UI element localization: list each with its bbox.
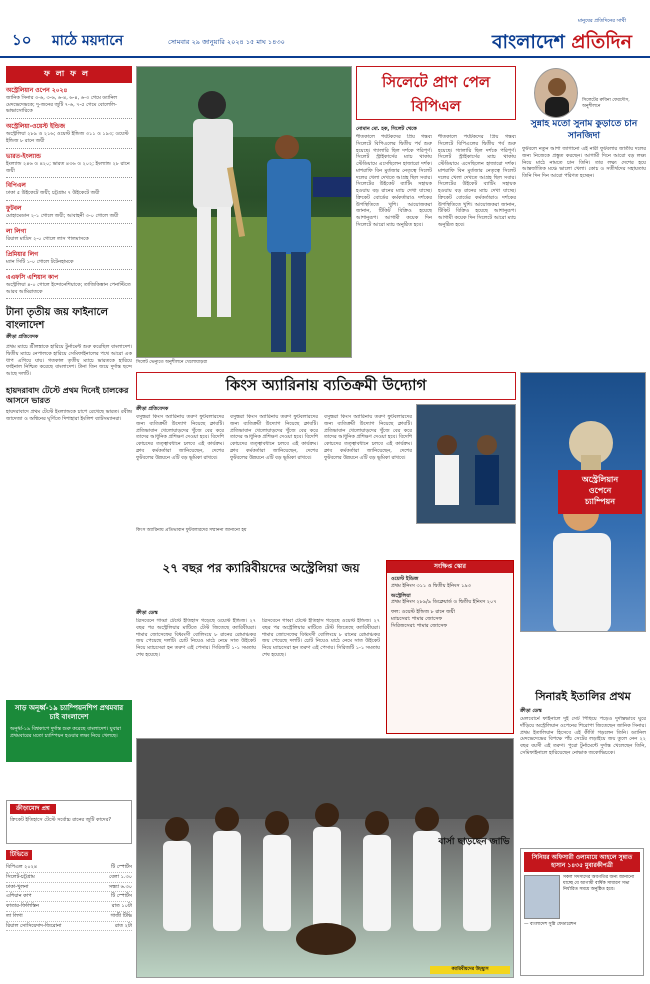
- u19-title: সাড় অনূর্ধ্ব-১৯ চ্যাম্পিয়নশিপ প্রথমবার চাই বাংলাদেশ: [14, 704, 124, 722]
- result-title: অস্ট্রেলিয়ান ওপেন ২০২৪: [6, 86, 68, 94]
- scoreboard-line: অস্ট্রেলিয়া: [391, 592, 411, 599]
- tv-channel: টি স্পোর্টস: [111, 864, 132, 871]
- tv-row: [6, 892, 132, 902]
- tv-heading-label: টিভিতে: [6, 850, 32, 860]
- brand-left: বাংলাদেশ: [491, 31, 565, 53]
- kings-arena-byline: ক্রীড়া প্রতিবেদক: [136, 406, 169, 412]
- result-item: [6, 274, 132, 300]
- result-item: [6, 228, 132, 247]
- profile-title: সুন্নাহ মতো সুনাম কুড়াতে চান সানজিদা: [530, 119, 638, 142]
- tv-row: [6, 883, 132, 893]
- result-body: ঢাকা ৫ উইকেটে জয়ী; চট্টগ্রাম ৭ উইকেটে জয়ী: [6, 190, 100, 197]
- section-title: মাঠে ময়দানে: [52, 33, 124, 49]
- tv-channel: টি স্পোর্টস: [111, 893, 132, 900]
- kings-arena-photo: [416, 404, 516, 524]
- kings-arena-illustration: [417, 405, 516, 524]
- sidebar-second-body: হায়দরাবাদে প্রথম টেস্টে ইংল্যান্ডকে চাপে রেখেছে ভারত। রবীন্দ্র জাদেজা ও অশ্বিনের ঘূর্ণিতে দিশাহারা ইংলিশ ব্যাটসম্যানরা।: [6, 408, 132, 422]
- tv-channel: রাত ১০টা: [111, 903, 132, 910]
- result-body: জানিক সিনার ৩-৬, ৩-৬, ৬-৪, ৬-৪, ৬-৩ গেমে ড্যানিল মেদভেদেভকে; দু-জনের জুটি ৭-৬, ৭-৫ গেমে বোলেলি-ভাভাসোরিকে: [6, 94, 118, 115]
- ad-heading: সিনিয়র অফিসারী ওলামায়ে আহলে সুন্নাত হাসান ১৪৩৫ মুবারকীপত্রী: [524, 852, 640, 872]
- result-body: রিয়াল মাদ্রিদ ২-০ গোলে লাস পালমাসকে: [6, 236, 89, 243]
- scoreboard-line: প্রথম ইনিংস ৩১১ ও দ্বিতীয় ইনিংস ১৯৩: [391, 582, 471, 589]
- dateline: সোমবার ২৯ জানুয়ারি ২০২৪ ১৫ মাঘ ১৪৩০: [168, 38, 285, 46]
- bpl-body-col2: শীতকালে পর্যটকদের প্রিয় গন্তব্য সিলেটে বিপিএলের দ্বিতীয় পর্ব শুরু হয়েছে। গ্যালারি ছিল দর্শকে পরিপূর্ণ। সিলেট স্ট্রাইকার্সের ম্যাচ থাকায় স্টেডিয়ামে এসেছিলেন হাজারো দর্শক। মাশরাফি বিন মুর্তজার নেতৃত্বে সিলেট দলের খেলা দেখতে আগ্রহ ছিল সবার। সিলেটের উইকেট ব্যাটিং সহায়ক হওয়ায় বড় রানের ম্যাচ দেখা যাচ্ছে। ক্রিকেট বোর্ডের কর্মকর্তারাও দর্শকের উপস্থিতিতে খুশি। আয়োজকরা জানান, টিকিট বিক্রিও হয়েছে আশানুরূপ। আগামী কয়েক দিন সিলেটে আরো ম্যাচ অনুষ্ঠিত হবে।: [438, 134, 516, 228]
- australia-body-col2: ব্রিসবেনে গাব্বা টেস্টে ইতিহাস গড়েছে ওয়েস্ট ইন্ডিজ। ২৭ বছর পর অস্ট্রেলিয়ার মাটিতে টেস্ট জিতেছে ক্যারিবীয়রা। শামার জোসেফের বিধ্বংসী বোলিংয়ে ৮ রানের রোমাঞ্চকর জয় পেয়েছে দলটি। চোট নিয়েও মাঠে নেমে সাত উইকেট নিয়ে ম্যাচসেরা হন তরুণ এই পেসার। সিরিজটি ১-১ সমতায় শেষ হয়েছে।: [262, 618, 380, 658]
- bpl-body-col1: শীতকালে পর্যটকদের প্রিয় গন্তব্য সিলেটে বিপিএলের দ্বিতীয় পর্ব শুরু হয়েছে। গ্যালারি ছিল দর্শকে পরিপূর্ণ। সিলেট স্ট্রাইকার্সের ম্যাচ থাকায় স্টেডিয়ামে এসেছিলেন হাজারো দর্শক। মাশরাফি বিন মুর্তজার নেতৃত্বে সিলেট দলের খেলা দেখতে আগ্রহ ছিল সবার। সিলেটের উইকেট ব্যাটিং সহায়ক হওয়ায় বড় রানের ম্যাচ দেখা যাচ্ছে। ক্রিকেট বোর্ডের কর্মকর্তারাও দর্শকের উপস্থিতিতে খুশি। আয়োজকরা জানান, টিকিট বিক্রিও হয়েছে আশানুরূপ। আগামী কয়েক দিন সিলেটে আরো ম্যাচ অনুষ্ঠিত হবে।: [356, 134, 432, 228]
- result-body: ম্যান সিটি ১-০ গোলে টটেনহামকে: [6, 258, 74, 265]
- kings-arena-caption: কিংস অ্যারিনায় প্রতিভাবান ফুটবলারদের সম্মাননা জানানো হয়: [136, 528, 247, 533]
- scoreboard-line: ওয়েস্ট ইন্ডিজ: [391, 576, 419, 583]
- ad-footer: — বাংলাদেশ সুন্নি ফেডারেশন: [524, 922, 577, 928]
- profile-name-line: সিলেটের রুবিনা ফেরদৌস, অনুশীলনে: [582, 98, 630, 110]
- advertisement: [520, 848, 644, 976]
- quiz-box: [6, 800, 132, 844]
- masthead-logo: [492, 30, 632, 56]
- result-title: লা লিগা: [6, 228, 27, 236]
- west-indies-photo: [136, 738, 514, 978]
- result-body: অস্ট্রেলিয়া ৪-০ গোলে ইন্দোনেশিয়াকে; তাজিকিস্তান পেনাল্টিতে আরব আমিরাতকে: [6, 281, 131, 295]
- tv-heading: [6, 850, 132, 860]
- result-title: ফুটবল: [6, 205, 22, 213]
- tennis-badge-line3: চ্যাম্পিয়ন: [584, 496, 615, 506]
- tv-program: রিয়াল সোসিয়েদাদ-জিরোনা: [6, 922, 62, 929]
- sidebar-story-body: প্রথম ম্যাচে শ্রীলঙ্কাকে হারিয়ে টুর্নামেন্ট শুরু করেছিল বাংলাদেশ। দ্বিতীয় ম্যাচে নেপালকে হারিয়ে সেমিফাইনালের পথে আরো এক ধাপ এগিয়ে যায়। গতকাল তৃতীয় ম্যাচে ভারতকে হারিয়ে ফাইনাল নিশ্চিত করেছে বাংলাদেশ। টানা তিন জয়ে দুর্দান্ত ছন্দে আছে দলটি।: [6, 344, 132, 378]
- u19-body: অনূর্ধ্ব-১৯ বিশ্বকাপে দুর্দান্ত শুরু করেছে বাংলাদেশ। যুবারা প্রথমবারের মতো চ্যাম্পিয়ন হওয়ার লক্ষ্য নিয়ে খেলছে।: [10, 725, 122, 739]
- tv-channel: গাজী টিভি: [110, 912, 132, 919]
- bpl-headline: সিলেটে প্রাণ পেল বিপিএল: [356, 66, 516, 120]
- tv-row: [6, 863, 132, 873]
- kings-arena-body-col1: বসুন্ধরা কিংস অ্যারিনায় তরুণ ফুটবলারদের জন্য ব্যতিক্রমী উদ্যোগ নিয়েছে ক্লাবটি। প্রতিভাবান খেলোয়াড়দের খুঁজে বের করে তাদের আধুনিক প্রশিক্ষণ দেওয়া হবে। বিদেশি কোচদের তত্ত্বাবধানে চলবে এই কার্যক্রম। ক্লাব কর্মকর্তারা জানিয়েছেন, দেশের ফুটবলের উন্নয়নে এটি বড় ভূমিকা রাখবে।: [136, 414, 224, 461]
- australia-byline: ক্রীড়া ডেস্ক: [136, 610, 158, 616]
- tv-listing: [6, 850, 132, 931]
- sidebar-second-title: হায়দরাবাদ টেস্টে প্রথম দিনেই চালকের আসনে ভারত: [6, 385, 129, 405]
- tv-channel: রাত ২টা: [115, 922, 132, 929]
- ad-inner: [524, 875, 640, 919]
- ad-body: সকল সদস্যদের অবগতির জন্য জানানো যাচ্ছে যে আগামী বার্ষিক সাধারণ সভা নির্ধারিত সময়ে অনুষ্ঠিত হবে।: [563, 875, 635, 893]
- quiz-body: ক্রিকেট ইতিহাসে টেস্টে সর্বোচ্চ রানের জুটি কাদের?: [10, 817, 111, 824]
- tennis-byline: ক্রীড়া ডেস্ক: [520, 708, 542, 714]
- brand-right: প্রতিদিন: [571, 31, 632, 53]
- bpl-photo-caption: সিলেট ভেন্যুতে অনুশীলনে খেলোয়াড়রা: [136, 360, 208, 365]
- tennis-badge-line2: ওপেনে: [588, 485, 612, 495]
- result-item: [6, 87, 132, 119]
- result-item: [6, 205, 132, 224]
- scoreboard-line: সিরিজসেরা: শামার জোসেফ: [391, 622, 448, 629]
- sidebar-story-byline: ক্রীড়া প্রতিবেদক: [6, 334, 39, 341]
- result-body: অস্ট্রেলিয়া ২৮৯ ও ২১৬; ওয়েস্ট ইন্ডিজ ৩১১ ও ১৯৩; ওয়েস্ট ইন্ডিজ ৮ রানে জয়ী: [6, 131, 129, 144]
- tv-program: এশিয়ান কাপ: [6, 893, 32, 900]
- tennis-body: মেলবোর্নে ফাইনালে দুই সেট পিছিয়ে পড়েও দুর্দান্তভাবে ঘুরে দাঁড়িয়ে অস্ট্রেলিয়ান ওপেনের শিরোপা জিতেছেন জানিক সিনার। প্রথম ইতালিয়ান হিসেবে এই কীর্তি গড়লেন তিনি। ড্যানিল মেদভেদেভের বিপক্ষে পাঁচ সেটের লড়াইয়ে জয় তুলে নেন ২২ বছর বয়সী এই তরুণ। পুরো টুর্নামেন্টে দুর্দান্ত খেলেছেন তিনি, সেমিফাইনালে হারিয়েছেন নোভাক জকোভিচকে।: [520, 716, 646, 756]
- result-title: বিপিএল: [6, 182, 26, 190]
- u19-box: [6, 700, 132, 762]
- tv-program: ঢাকা-খুলনা: [6, 883, 29, 890]
- masthead-tagline: মানুষের প্রতিদিনের সাথী: [577, 18, 626, 24]
- west-indies-caption: ক্যারিবীয়দের উচ্ছ্বাস: [430, 966, 510, 974]
- result-title: এএফসি এশিয়ান কাপ: [6, 273, 59, 281]
- results-heading: ফলাফল: [6, 66, 132, 83]
- tv-channel: বেলা ১.৩০: [109, 873, 132, 880]
- result-item: [6, 251, 132, 270]
- scoreboard-body: [387, 573, 513, 632]
- australia-headline: ২৭ বছর পর ক্যারিবীয়দের অস্ট্রেলিয়া জয়: [162, 561, 360, 575]
- result-title: অস্ট্রেলিয়া-ওয়েস্ট ইন্ডিজ: [6, 123, 65, 131]
- profile-body: ফুটবলে নতুন আশা জাগানো এই নারী ফুটবলার জাতীয় দলের জন্য নিজেকে প্রস্তুত করছেন। আগামী দিনে আরো বড় লক্ষ্য নিয়ে মাঠে নামতে চান তিনি। তার লক্ষ্য দেশের হয়ে আন্তর্জাতিক মঞ্চে ভালো খেলা। কোচ ও সতীর্থদের সহায়তায় তিনি দিন দিন আরো পরিণত হচ্ছেন।: [522, 146, 646, 179]
- tv-program: লা লিগা: [6, 912, 23, 919]
- scoreboard-line: ম্যাচসেরা: শামার জোসেফ: [391, 615, 443, 622]
- tv-row: [6, 902, 132, 912]
- sidebar-story-title: টানা তৃতীয় জয় ফাইনালে বাংলাদেশ: [6, 307, 109, 331]
- tv-program: সিলেট-চট্টগ্রাম: [6, 873, 35, 880]
- australia-body-col1: ব্রিসবেনে গাব্বা টেস্টে ইতিহাস গড়েছে ওয়েস্ট ইন্ডিজ। ২৭ বছর পর অস্ট্রেলিয়ার মাটিতে টেস্ট জিতেছে ক্যারিবীয়রা। শামার জোসেফের বিধ্বংসী বোলিংয়ে ৮ রানের রোমাঞ্চকর জয় পেয়েছে দলটি। চোট নিয়েও মাঠে নেমে সাত উইকেট নিয়ে ম্যাচসেরা হন তরুণ এই পেসার। সিরিজটি ১-১ সমতায় শেষ হয়েছে।: [136, 618, 256, 658]
- quiz-heading: ক্রীড়ামোদ প্রশ্ন: [10, 804, 56, 814]
- tv-channel: সন্ধ্যা ৬.৩০: [108, 883, 132, 890]
- tennis-badge: [558, 470, 642, 514]
- results-sidebar: [6, 66, 132, 422]
- cricketers-illustration: [137, 67, 352, 358]
- result-item: [6, 182, 132, 201]
- result-title: প্রিমিয়ার লিগ: [6, 250, 39, 258]
- page-header: [0, 0, 650, 58]
- scoreboard-box: [386, 560, 514, 734]
- tv-program: বিপিএল ২০২৪: [6, 864, 38, 871]
- scoreboard-line: প্রথম ইনিংস ২৮৯/৯ ডিক্লেয়ার্ড ও দ্বিতীয় ইনিংস ২০৭: [391, 599, 497, 606]
- scoreboard-title: সংক্ষিপ্ত স্কোর: [387, 561, 513, 573]
- result-body: ইংল্যান্ড ২৪৬ ও ৪২০; ভারত ৪৩৬ ও ২০২; ইংল্যান্ড ২৮ রানে জয়ী: [6, 160, 130, 174]
- result-body: মোহামেডান ২-১ গোলে জয়ী; আবাহনী ৩-০ গোলে জয়ী: [6, 213, 119, 220]
- player-portrait: [534, 68, 578, 118]
- portrait-illustration: [535, 69, 578, 118]
- ad-portrait: [524, 875, 560, 919]
- tv-row: [6, 912, 132, 922]
- result-title: ভারত-ইংল্যান্ড: [6, 152, 41, 160]
- tennis-badge-line1: অস্ট্রেলিয়ান: [581, 475, 619, 484]
- tv-row: [6, 922, 132, 932]
- kings-arena-body-col3: বসুন্ধরা কিংস অ্যারিনায় তরুণ ফুটবলারদের জন্য ব্যতিক্রমী উদ্যোগ নিয়েছে ক্লাবটি। প্রতিভাবান খেলোয়াড়দের খুঁজে বের করে তাদের আধুনিক প্রশিক্ষণ দেওয়া হবে। বিদেশি কোচদের তত্ত্বাবধানে চলবে এই কার্যক্রম। ক্লাব কর্মকর্তারা জানিয়েছেন, দেশের ফুটবলের উন্নয়নে এটি বড় ভূমিকা রাখবে।: [324, 414, 412, 461]
- result-item: [6, 153, 132, 179]
- page-number: ১০: [12, 31, 32, 49]
- scoreboard-line: ফল: ওয়েস্ট ইন্ডিজ ৮ রানে জয়ী: [391, 609, 455, 616]
- west-indies-illustration: [137, 739, 514, 978]
- tv-program: কাতার-ফিলিস্তিন: [6, 903, 39, 910]
- kings-arena-headline: কিংস অ্যারিনায় ব্যতিক্রমী উদ্যোগ: [136, 372, 516, 400]
- bpl-byline: নোমান মো. হক, সিলেট থেকে: [356, 126, 417, 132]
- tennis-headline: সিনারই ইতালির প্রথম: [535, 690, 631, 703]
- bpl-photo: [136, 66, 352, 358]
- tv-row: [6, 873, 132, 883]
- barca-headline: বার্সা ছাড়ছেন জাভি: [438, 837, 510, 847]
- kings-arena-body-col2: বসুন্ধরা কিংস অ্যারিনায় তরুণ ফুটবলারদের জন্য ব্যতিক্রমী উদ্যোগ নিয়েছে ক্লাবটি। প্রতিভাবান খেলোয়াড়দের খুঁজে বের করে তাদের আধুনিক প্রশিক্ষণ দেওয়া হবে। বিদেশি কোচদের তত্ত্বাবধানে চলবে এই কার্যক্রম। ক্লাব কর্মকর্তারা জানিয়েছেন, দেশের ফুটবলের উন্নয়নে এটি বড় ভূমিকা রাখবে।: [230, 414, 318, 461]
- result-item: [6, 123, 132, 149]
